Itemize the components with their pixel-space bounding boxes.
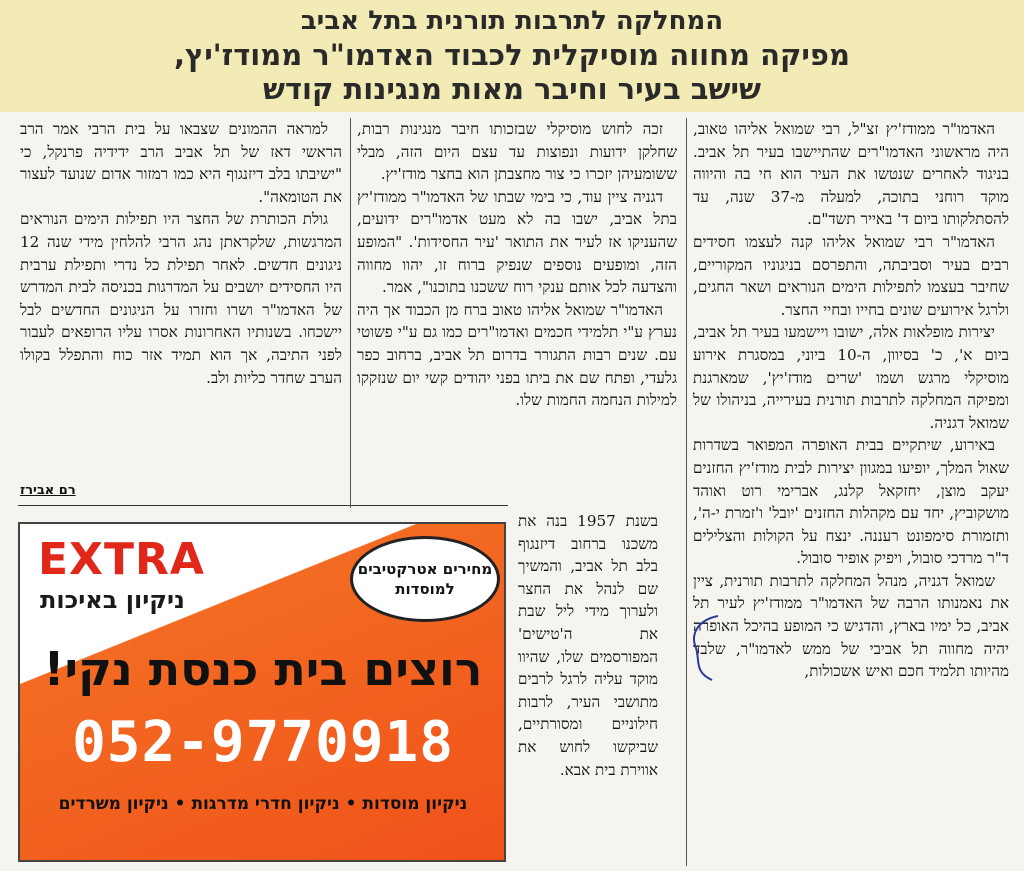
pen-bracket-mark xyxy=(684,614,724,682)
ad-services-list: ניקיון מוסדות • ניקיון חדרי מדרגות • ניקיון משרדים xyxy=(58,794,468,814)
divider xyxy=(18,505,508,506)
column-divider xyxy=(350,118,351,508)
ad-phone-number: 052-9770918 xyxy=(72,710,454,775)
ad-subtitle: ניקיון באיכות xyxy=(40,586,185,614)
column-divider xyxy=(686,118,687,866)
paragraph: באירוע, שיתקיים בבית האופרה המפואר בשדרות שאול המלך, יופיעו במגוון יצירות לבית מודז'יץ החזנים יעקב מוצן, יחזקאל קלנג, אברימי רוט ואוהד מושקוביץ, יחד עם מקהלות החזנים 'יובל' ו'זמרת י-ה', ותזמורת סימפונט רעננה. ינצח על הקולות והצלילים ד"ר מרדכי סובול, ויפיק אופיר סובול. xyxy=(693,436,1009,568)
paragraph: האדמו"ר ממודז'יץ זצ"ל, רבי שמואל אליהו טאוב, היה מראשוני האדמו"רים שהתיישבו בעיר תל אביב. בניגוד לאחרים שנטשו את העיר הוא חי בה והיווה מוקד רוחני בתוכה, למעלה מ-37 שנה, עד להסתלקותו ביום ד' באייר תשד"ם. xyxy=(693,120,1009,229)
cleaning-advertisement xyxy=(18,522,506,862)
headline-line-3: שישב בעיר וחיבר מאות מנגינות קודש xyxy=(263,72,761,106)
paragraph: האדמו"ר רבי שמואל אליהו קנה לעצמו חסידים רבים בעיר וסביבתה, והתפרסם בניגוניו המקוריים, שחיבר בעצמו לתפילות הימים הנוראים ושאר החגים, ולרגל אירועים שונים בחייו ובחיי החצר. xyxy=(693,232,1009,319)
paragraph: זכה לחוש מוסיקלי שבזכותו חיבר מנגינות רבות, שחלקן ידועות ונפוצות עד עצם היום הזה, מבלי ששומעיהן יזכרו כי צור מחצבתן הוא בחצר מודז'יץ. xyxy=(357,120,677,184)
headline-banner xyxy=(0,0,1024,112)
paragraph: גולת הכותרת של החצר היו תפילות הימים הנוראים המרגשות, שלקראתן נהג הרבי להלחין מידי שנה 12 ניגונים חדשים. לאחר תפילת כל נדרי ותפילת ערבית היו החסידים יושבים על המדרגות בכניסה לבית המדרש של האדמו"ר ושרו וחזרו על הניגונים החדשים לבל יישכחו. בשנותיו האחרונות אסרו עליו הרופאים לעבור לפני התיבה, אך הוא תמיד אזר כוח והתפלל בקולו הערב שחדר כליות ולב. xyxy=(20,210,342,387)
ad-headline: רוצים בית כנסת נקי! xyxy=(43,642,483,696)
paragraph: שמואל דגניה, מנהל המחלקה לתרבות תורנית, ציין את נאמנותו הרבה של האדמו"ר ממודז'יץ לעיר תל אביב, כל ימיו בארץ, והדגיש כי המופע בהיכל האופרה יהיה מחווה תל אביבי של ממש לאדמו"ר, שלבד מהיותו תלמיד חכם ואיש אשכולות, xyxy=(693,571,1009,681)
ad-price-badge xyxy=(350,536,500,622)
article-column-middle xyxy=(357,118,677,508)
article-column-left xyxy=(20,118,342,483)
ad-brand-logo: EXTRA xyxy=(38,534,205,585)
paragraph: האדמו"ר שמואל אליהו טאוב ברח מן הכבוד אך היה נערץ ע"י תלמידי חכמים ואדמו"רים כמו גם ע"י פשוטי עם. שנים רבות התגורר בדרום תל אביב, ברחוב כפר גלעדי, ופתח שם את ביתו בפני יהודים קשי יום שנזקקו למילות הנחמה החמות שלו. xyxy=(357,300,677,410)
paragraph: יצירות מופלאות אלה, ישובו ויישמעו בעיר תל אביב, ביום א', כ' בסיוון, ה-10 ביוני, במסגרת אירוע מוסיקלי מרגש ושמו 'שרים מודז'יץ', שמארגנת ומפיקה המחלקה לתרבות תורנית בעירייה, בניהולו של שמואל דגניה. xyxy=(693,323,1009,432)
author-byline: רם אבירז xyxy=(20,483,76,498)
paragraph: דגניה ציין עוד, כי בימי שבתו של האדמו"ר ממודז'יץ בתל אביב, ישבו בה לא מעט אדמו"רים ידועים, שהעניקו אז לעיר את התואר 'עיר החסידות'. "המופע הזה, ומופעים נוספים שנפיק ברוח זו, יהוו מחווה והצדעה לכל אותם ענקי רוח ששכנו בתוכנו", אמר. xyxy=(357,187,677,297)
headline-line-1: המחלקה לתרבות תורנית בתל אביב xyxy=(300,6,724,36)
article-column-right xyxy=(693,118,1009,866)
ad-price-badge-text: מחירים אטרקטיבים למוסדות xyxy=(357,560,493,598)
paragraph: למראה ההמונים שצבאו על בית הרבי אמר הרב הראשי דאז של תל אביב הרב ידידיה פרנקל, כי "ישיבתו בלב דיזנגוף היא כמו רמזור אדום שנועד לעצור את הטומאה". xyxy=(20,120,342,206)
article-column-narrow xyxy=(518,510,658,866)
headline-line-2: מפיקה מחווה מוסיקלית לכבוד האדמו"ר ממודז'יץ, xyxy=(174,38,850,72)
paragraph: בשנת 1957 בנה את משכנו ברחוב דיזנגוף בלב תל אביב, והמשיך שם לנהל את החצר ולערוך מידי ליל שבת את ה'טישים' המפורסמים שלו, שהיוו מוקד עליה לרגל לרבים מתושבי העיר, לרבות חילוניים ומסורתיים, שביקשו לחוש את אווירת בית אבא. xyxy=(518,512,658,779)
